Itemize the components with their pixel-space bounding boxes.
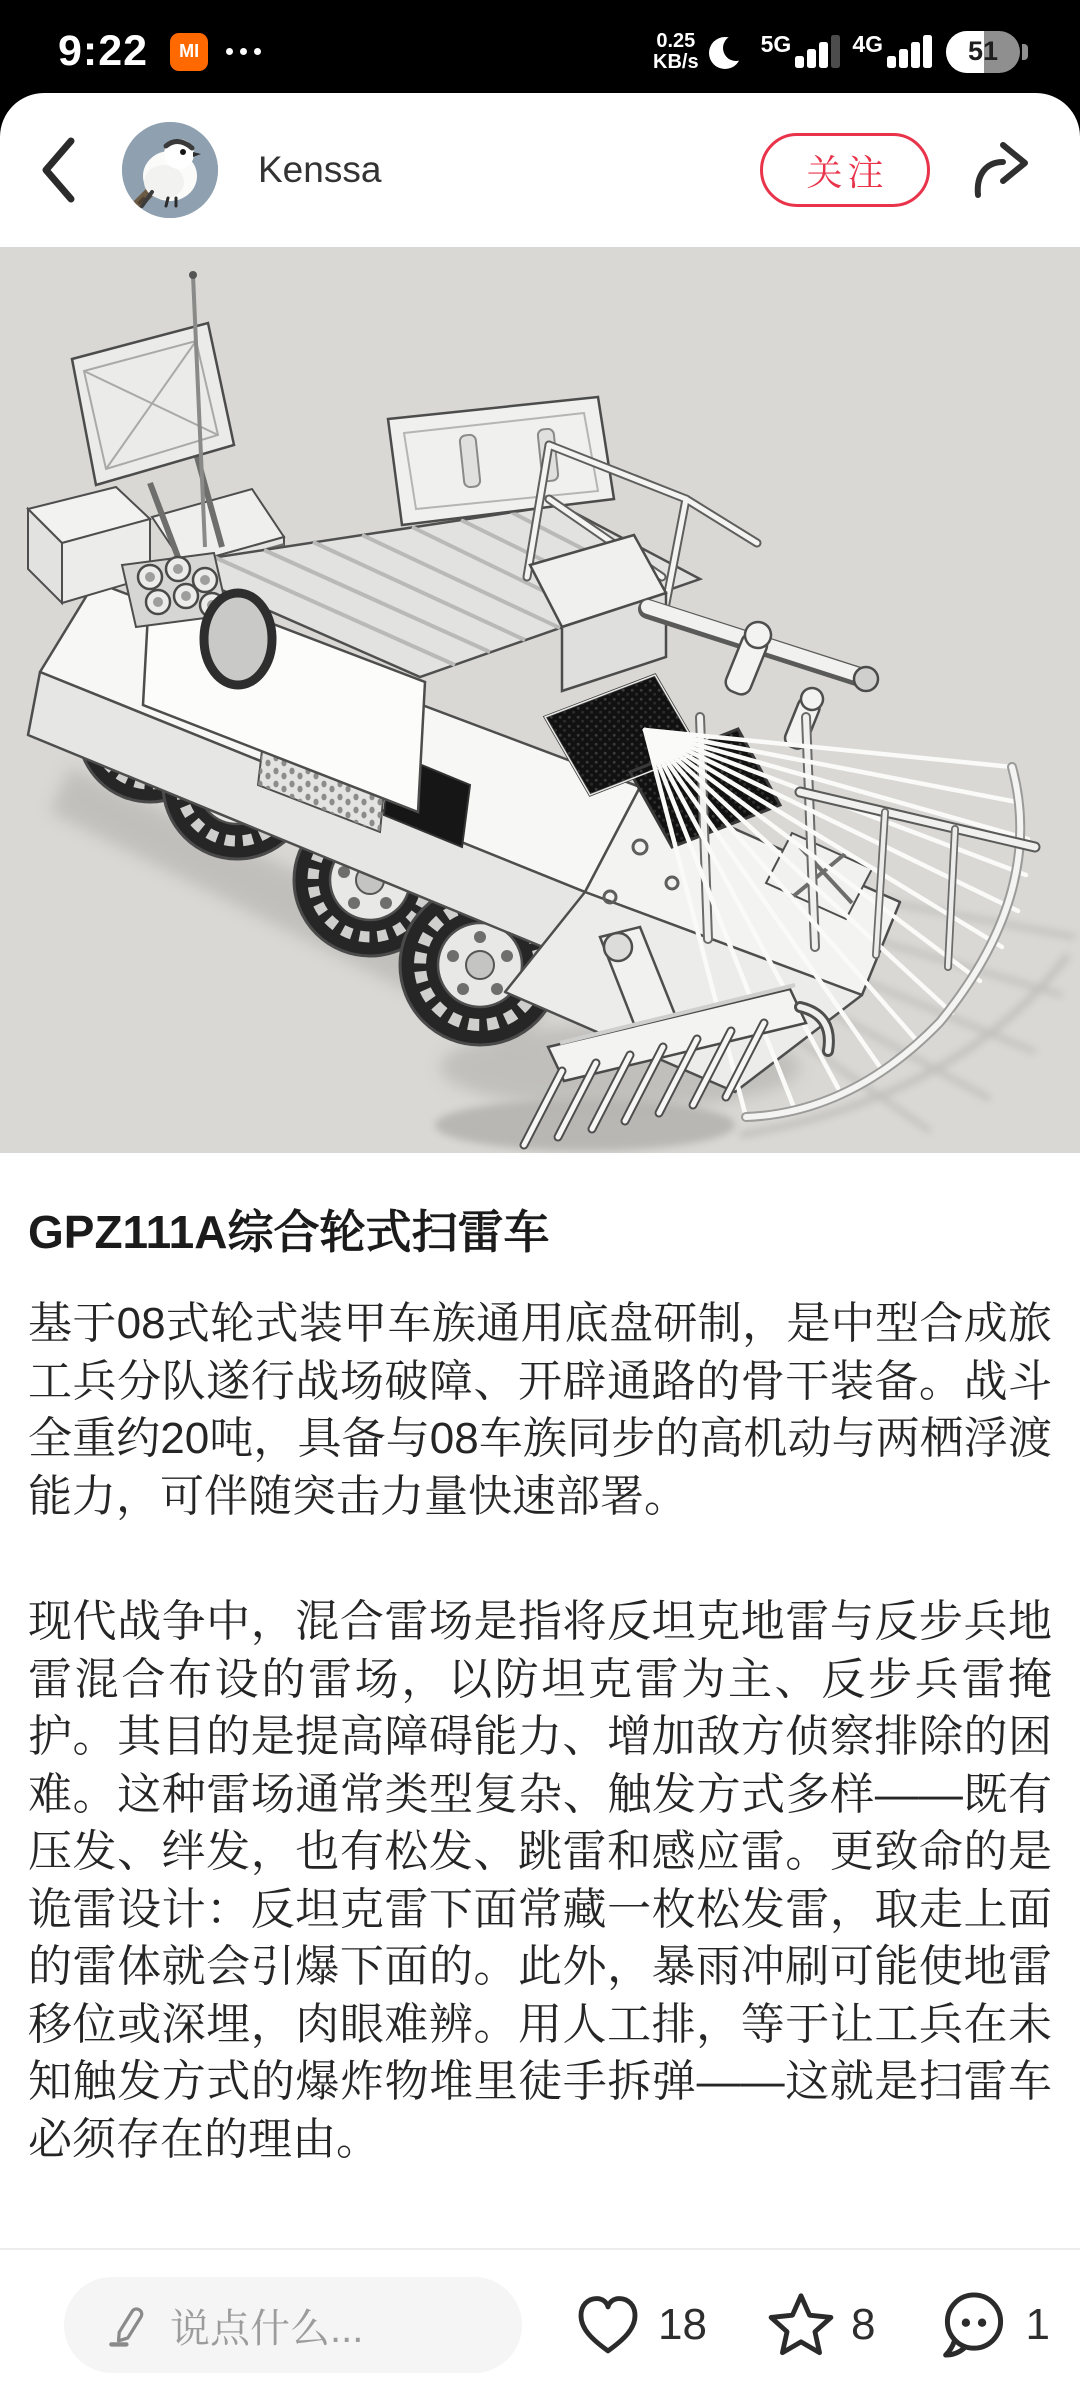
signal-bars-icon (887, 35, 932, 68)
bird-avatar-image (122, 122, 218, 218)
like-button[interactable] (572, 2289, 707, 2361)
back-button[interactable] (38, 135, 78, 205)
username[interactable]: Kenssa (258, 149, 382, 190)
more-dots-icon (226, 48, 261, 55)
back-icon (38, 135, 78, 205)
signal-5g-label: 5G (760, 31, 792, 57)
favorite-button[interactable] (765, 2289, 875, 2361)
clock-time: 9:22 (58, 27, 149, 75)
comment-input[interactable] (64, 2277, 522, 2373)
post-card (0, 93, 1080, 2400)
comment-placeholder: 说点什么... (170, 2306, 364, 2351)
follow-button[interactable] (760, 133, 930, 207)
battery-percent: 51 (967, 36, 999, 66)
comment-button[interactable] (937, 2288, 1049, 2362)
avatar[interactable] (122, 122, 218, 218)
favorite-count: 8 (850, 2300, 876, 2349)
star-icon (765, 2289, 837, 2361)
pencil-icon (102, 2302, 148, 2348)
mi-logo-text: MI (179, 41, 200, 61)
moon-icon (707, 31, 749, 73)
heart-icon (572, 2289, 644, 2361)
post-paragraph-2: 现代战争中，混合雷场是指将反坦克地雷与反步兵地雷混合布设的雷场，以防坦克雷为主、反步兵雷掩护。其目的是提高障碍能力、增加敌方侦察排除的困难。这种雷场通常类型复杂、触发方式多样——既有压发、绊发，也有松发、跳雷和感应雷。更致命的是诡雷设计：反坦克雷下面常藏一枚松发雷，取走上面的雷体就会引爆下面的。此外，暴雨冲刷可能使地雷移位或深埋，肉眼难辨。用人工排，等于让工兵在未知触发方式的爆炸物堆里徒手拆弹——这就是扫雷车必须存在的理由。 (28, 1597, 1052, 2164)
comment-count: 1 (1025, 2300, 1050, 2349)
battery-icon (946, 31, 1028, 73)
like-count: 18 (658, 2300, 707, 2349)
post-body (0, 1205, 1080, 2168)
comment-bubble-icon (937, 2288, 1011, 2362)
status-bar (0, 0, 1080, 93)
follow-button-label: 关注 (806, 151, 889, 193)
network-speed-value: 0.25 (656, 29, 696, 52)
post-image-vehicle-render[interactable] (0, 247, 1080, 1153)
mi-carrier-badge (170, 33, 208, 71)
signal-4g-label: 4G (852, 31, 883, 57)
share-icon (968, 138, 1032, 202)
action-bar (0, 2248, 1080, 2400)
signal-bars-icon (795, 35, 840, 68)
share-button[interactable] (968, 138, 1032, 202)
post-title: GPZ111A综合轮式扫雷车 (28, 1206, 550, 1258)
signal-5g (760, 31, 841, 68)
post-header (0, 93, 1080, 247)
network-speed (653, 31, 699, 73)
signal-4g (852, 31, 932, 68)
network-speed-unit: KB/s (653, 50, 699, 73)
post-paragraph-1: 基于08式轮式装甲车族通用底盘研制，是中型合成旅工兵分队遂行战场破障、开辟通路的骨干装备。战斗全重约20吨，具备与08车族同步的高机动与两栖浮渡能力，可伴随突击力量快速部署。 (28, 1299, 1052, 1521)
